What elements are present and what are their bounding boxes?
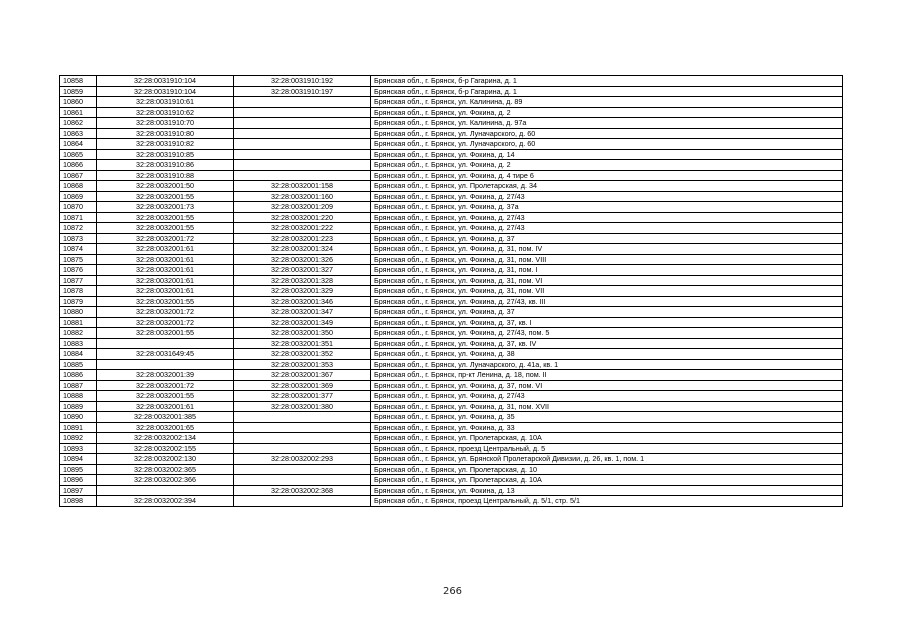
object-number-cell — [234, 443, 371, 454]
row-number-cell: 10888 — [60, 391, 97, 402]
address-cell: Брянская обл., г. Брянск, б-р Гагарина, д. 1 — [371, 86, 843, 97]
address-cell: Брянская обл., г. Брянск, пр-кт Ленина, д. 18, пом. II — [371, 370, 843, 381]
table-row — [60, 380, 843, 391]
row-number-cell: 10897 — [60, 485, 97, 496]
parcel-number-cell: 32:28:0032001:55 — [97, 328, 234, 339]
parcel-number-cell: 32:28:0032001:61 — [97, 244, 234, 255]
row-number-cell: 10861 — [60, 107, 97, 118]
object-number-cell: 32:28:0031910:192 — [234, 76, 371, 87]
parcel-number-cell: 32:28:0031910:82 — [97, 139, 234, 150]
parcel-number-cell: 32:28:0032001:61 — [97, 254, 234, 265]
row-number-cell: 10875 — [60, 254, 97, 265]
row-number-cell: 10871 — [60, 212, 97, 223]
row-number-cell: 10883 — [60, 338, 97, 349]
parcel-number-cell: 32:28:0031910:104 — [97, 76, 234, 87]
address-cell: Брянская обл., г. Брянск, ул. Пролетарская, д. 10А — [371, 475, 843, 486]
address-cell: Брянская обл., г. Брянск, ул. Фокина, д. 37а — [371, 202, 843, 213]
row-number-cell: 10873 — [60, 233, 97, 244]
address-cell: Брянская обл., г. Брянск, ул. Калинина, д. 97а — [371, 118, 843, 129]
row-number-cell: 10860 — [60, 97, 97, 108]
row-number-cell: 10878 — [60, 286, 97, 297]
table-row — [60, 107, 843, 118]
table-row — [60, 359, 843, 370]
row-number-cell: 10863 — [60, 128, 97, 139]
parcel-number-cell: 32:28:0031910:85 — [97, 149, 234, 160]
parcel-number-cell: 32:28:0032001:61 — [97, 286, 234, 297]
object-number-cell: 32:28:0032002:293 — [234, 454, 371, 465]
address-cell: Брянская обл., г. Брянск, ул. Фокина, д. 31, пом. VI — [371, 275, 843, 286]
object-number-cell — [234, 496, 371, 507]
table-row — [60, 212, 843, 223]
object-number-cell — [234, 149, 371, 160]
table-row — [60, 191, 843, 202]
parcel-number-cell — [97, 338, 234, 349]
object-number-cell: 32:28:0032001:349 — [234, 317, 371, 328]
table-row — [60, 139, 843, 150]
row-number-cell: 10884 — [60, 349, 97, 360]
object-number-cell — [234, 170, 371, 181]
table-row — [60, 475, 843, 486]
object-number-cell: 32:28:0032001:377 — [234, 391, 371, 402]
row-number-cell: 10876 — [60, 265, 97, 276]
row-number-cell: 10894 — [60, 454, 97, 465]
parcel-number-cell: 32:28:0032001:72 — [97, 307, 234, 318]
row-number-cell: 10880 — [60, 307, 97, 318]
row-number-cell: 10898 — [60, 496, 97, 507]
parcel-number-cell: 32:28:0032001:50 — [97, 181, 234, 192]
object-number-cell: 32:28:0032001:324 — [234, 244, 371, 255]
row-number-cell: 10882 — [60, 328, 97, 339]
parcel-number-cell: 32:28:0031910:86 — [97, 160, 234, 171]
address-cell: Брянская обл., г. Брянск, ул. Фокина, д. 13 — [371, 485, 843, 496]
parcel-number-cell: 32:28:0031649:45 — [97, 349, 234, 360]
row-number-cell: 10889 — [60, 401, 97, 412]
row-number-cell: 10858 — [60, 76, 97, 87]
table-row — [60, 370, 843, 381]
address-cell: Брянская обл., г. Брянск, ул. Фокина, д. 27/43 — [371, 212, 843, 223]
object-number-cell: 32:28:0032001:369 — [234, 380, 371, 391]
page-number: 266 — [442, 586, 463, 597]
parcel-number-cell: 32:28:0032002:365 — [97, 464, 234, 475]
object-number-cell: 32:28:0031910:197 — [234, 86, 371, 97]
row-number-cell: 10859 — [60, 86, 97, 97]
table-row — [60, 412, 843, 423]
address-cell: Брянская обл., г. Брянск, ул. Фокина, д. 4 тире 6 — [371, 170, 843, 181]
address-cell: Брянская обл., г. Брянск, ул. Фокина, д. 37, кв. IV — [371, 338, 843, 349]
row-number-cell: 10881 — [60, 317, 97, 328]
table-row — [60, 443, 843, 454]
object-number-cell — [234, 412, 371, 423]
address-cell: Брянская обл., г. Брянск, ул. Фокина, д. 35 — [371, 412, 843, 423]
object-number-cell: 32:28:0032001:222 — [234, 223, 371, 234]
address-cell: Брянская обл., г. Брянск, ул. Фокина, д. 27/43, кв. III — [371, 296, 843, 307]
address-cell: Брянская обл., г. Брянск, проезд Центральный, д. 5/1, стр. 5/1 — [371, 496, 843, 507]
parcel-number-cell: 32:28:0032001:61 — [97, 401, 234, 412]
table-row — [60, 97, 843, 108]
object-number-cell — [234, 107, 371, 118]
parcel-number-cell: 32:28:0031910:61 — [97, 97, 234, 108]
table-row — [60, 496, 843, 507]
parcel-number-cell: 32:28:0032001:61 — [97, 275, 234, 286]
address-cell: Брянская обл., г. Брянск, ул. Фокина, д. 37 — [371, 233, 843, 244]
object-number-cell: 32:28:0032001:351 — [234, 338, 371, 349]
parcel-number-cell: 32:28:0032001:72 — [97, 380, 234, 391]
row-number-cell: 10891 — [60, 422, 97, 433]
row-number-cell: 10865 — [60, 149, 97, 160]
table-row — [60, 286, 843, 297]
object-number-cell: 32:28:0032001:160 — [234, 191, 371, 202]
parcel-number-cell — [97, 485, 234, 496]
object-number-cell: 32:28:0032001:353 — [234, 359, 371, 370]
parcel-number-cell: 32:28:0031910:70 — [97, 118, 234, 129]
row-number-cell: 10886 — [60, 370, 97, 381]
table-row — [60, 160, 843, 171]
address-cell: Брянская обл., г. Брянск, ул. Фокина, д. 31, пом. VII — [371, 286, 843, 297]
address-cell: Брянская обл., г. Брянск, ул. Фокина, д. 2 — [371, 107, 843, 118]
table-body — [60, 76, 843, 507]
object-number-cell: 32:28:0032001:346 — [234, 296, 371, 307]
table-row — [60, 265, 843, 276]
address-cell: Брянская обл., г. Брянск, ул. Фокина, д. 27/43 — [371, 391, 843, 402]
table-row — [60, 485, 843, 496]
table-row — [60, 244, 843, 255]
object-number-cell: 32:28:0032001:367 — [234, 370, 371, 381]
table-row — [60, 307, 843, 318]
table-row — [60, 454, 843, 465]
table-row — [60, 170, 843, 181]
object-number-cell: 32:28:0032002:368 — [234, 485, 371, 496]
address-cell: Брянская обл., г. Брянск, ул. Фокина, д. 31, пом. XVII — [371, 401, 843, 412]
table-row — [60, 223, 843, 234]
address-cell: Брянская обл., г. Брянск, ул. Пролетарская, д. 34 — [371, 181, 843, 192]
address-cell: Брянская обл., г. Брянск, ул. Фокина, д. 27/43 — [371, 191, 843, 202]
table-row — [60, 149, 843, 160]
table-row — [60, 118, 843, 129]
object-number-cell: 32:28:0032001:209 — [234, 202, 371, 213]
address-cell: Брянская обл., г. Брянск, ул. Пролетарская, д. 10А — [371, 433, 843, 444]
address-cell: Брянская обл., г. Брянск, ул. Фокина, д. 31, пом. IV — [371, 244, 843, 255]
table-row — [60, 317, 843, 328]
object-number-cell: 32:28:0032001:158 — [234, 181, 371, 192]
table-row — [60, 422, 843, 433]
row-number-cell: 10869 — [60, 191, 97, 202]
row-number-cell: 10892 — [60, 433, 97, 444]
parcel-number-cell: 32:28:0032002:366 — [97, 475, 234, 486]
parcel-number-cell: 32:28:0032001:55 — [97, 223, 234, 234]
parcel-number-cell: 32:28:0032001:72 — [97, 233, 234, 244]
row-number-cell: 10868 — [60, 181, 97, 192]
table-row — [60, 76, 843, 87]
row-number-cell: 10887 — [60, 380, 97, 391]
address-cell: Брянская обл., г. Брянск, ул. Пролетарская, д. 10 — [371, 464, 843, 475]
address-cell: Брянская обл., г. Брянск, ул. Фокина, д. 38 — [371, 349, 843, 360]
object-number-cell: 32:28:0032001:350 — [234, 328, 371, 339]
parcel-number-cell: 32:28:0031910:88 — [97, 170, 234, 181]
address-cell: Брянская обл., г. Брянск, ул. Фокина, д. 31, пом. I — [371, 265, 843, 276]
row-number-cell: 10870 — [60, 202, 97, 213]
parcel-number-cell: 32:28:0032001:55 — [97, 191, 234, 202]
object-number-cell: 32:28:0032001:326 — [234, 254, 371, 265]
row-number-cell: 10879 — [60, 296, 97, 307]
address-cell: Брянская обл., г. Брянск, ул. Фокина, д. 37 — [371, 307, 843, 318]
parcel-number-cell: 32:28:0032002:394 — [97, 496, 234, 507]
object-number-cell — [234, 128, 371, 139]
table-row — [60, 233, 843, 244]
object-number-cell — [234, 139, 371, 150]
object-number-cell — [234, 118, 371, 129]
object-number-cell: 32:28:0032001:220 — [234, 212, 371, 223]
row-number-cell: 10867 — [60, 170, 97, 181]
parcel-number-cell: 32:28:0032001:73 — [97, 202, 234, 213]
address-cell: Брянская обл., г. Брянск, б-р Гагарина, д. 1 — [371, 76, 843, 87]
table-row — [60, 254, 843, 265]
parcel-number-cell: 32:28:0032002:134 — [97, 433, 234, 444]
address-cell: Брянская обл., г. Брянск, ул. Фокина, д. 27/43 — [371, 223, 843, 234]
address-cell: Брянская обл., г. Брянск, ул. Фокина, д. 37, пом. VI — [371, 380, 843, 391]
row-number-cell: 10890 — [60, 412, 97, 423]
object-number-cell: 32:28:0032001:329 — [234, 286, 371, 297]
row-number-cell: 10885 — [60, 359, 97, 370]
object-number-cell — [234, 464, 371, 475]
address-cell: Брянская обл., г. Брянск, ул. Фокина, д. 2 — [371, 160, 843, 171]
row-number-cell: 10864 — [60, 139, 97, 150]
parcel-number-cell: 32:28:0032001:72 — [97, 317, 234, 328]
address-cell: Брянская обл., г. Брянск, ул. Брянской Пролетарской Дивизии, д. 26, кв. 1, пом. 1 — [371, 454, 843, 465]
object-number-cell: 32:28:0032001:352 — [234, 349, 371, 360]
object-number-cell: 32:28:0032001:347 — [234, 307, 371, 318]
object-number-cell: 32:28:0032001:327 — [234, 265, 371, 276]
parcel-number-cell: 32:28:0032001:55 — [97, 296, 234, 307]
row-number-cell: 10895 — [60, 464, 97, 475]
parcel-number-cell: 32:28:0032002:155 — [97, 443, 234, 454]
parcel-number-cell: 32:28:0031910:80 — [97, 128, 234, 139]
table-row — [60, 296, 843, 307]
address-cell: Брянская обл., г. Брянск, ул. Фокина, д. 14 — [371, 149, 843, 160]
table-row — [60, 86, 843, 97]
table-row — [60, 202, 843, 213]
table-row — [60, 328, 843, 339]
parcel-number-cell: 32:28:0032001:39 — [97, 370, 234, 381]
table-row — [60, 338, 843, 349]
address-cell: Брянская обл., г. Брянск, ул. Фокина, д. 31, пом. VIII — [371, 254, 843, 265]
cadastral-table — [59, 75, 843, 507]
address-cell: Брянская обл., г. Брянск, ул. Фокина, д. 37, кв. I — [371, 317, 843, 328]
object-number-cell — [234, 475, 371, 486]
parcel-number-cell: 32:28:0032001:65 — [97, 422, 234, 433]
row-number-cell: 10877 — [60, 275, 97, 286]
parcel-number-cell: 32:28:0031910:62 — [97, 107, 234, 118]
parcel-number-cell: 32:28:0032001:55 — [97, 391, 234, 402]
row-number-cell: 10896 — [60, 475, 97, 486]
table-row — [60, 433, 843, 444]
object-number-cell — [234, 97, 371, 108]
address-cell: Брянская обл., г. Брянск, ул. Фокина, д. 27/43, пом. 5 — [371, 328, 843, 339]
address-cell: Брянская обл., г. Брянск, ул. Фокина, д. 33 — [371, 422, 843, 433]
address-cell: Брянская обл., г. Брянск, ул. Луначарского, д. 41а, кв. 1 — [371, 359, 843, 370]
row-number-cell: 10874 — [60, 244, 97, 255]
address-cell: Брянская обл., г. Брянск, ул. Луначарского, д. 60 — [371, 139, 843, 150]
object-number-cell: 32:28:0032001:223 — [234, 233, 371, 244]
address-cell: Брянская обл., г. Брянск, ул. Луначарского, д. 60 — [371, 128, 843, 139]
parcel-number-cell: 32:28:0031910:104 — [97, 86, 234, 97]
object-number-cell — [234, 422, 371, 433]
parcel-number-cell: 32:28:0032001:55 — [97, 212, 234, 223]
table-row — [60, 275, 843, 286]
parcel-number-cell: 32:28:0032002:130 — [97, 454, 234, 465]
address-cell: Брянская обл., г. Брянск, проезд Центральный, д. 5 — [371, 443, 843, 454]
row-number-cell: 10872 — [60, 223, 97, 234]
object-number-cell — [234, 433, 371, 444]
address-cell: Брянская обл., г. Брянск, ул. Калинина, д. 89 — [371, 97, 843, 108]
table-row — [60, 464, 843, 475]
parcel-number-cell: 32:28:0032001:61 — [97, 265, 234, 276]
table-row — [60, 401, 843, 412]
table-row — [60, 391, 843, 402]
row-number-cell: 10866 — [60, 160, 97, 171]
object-number-cell: 32:28:0032001:328 — [234, 275, 371, 286]
row-number-cell: 10893 — [60, 443, 97, 454]
parcel-number-cell — [97, 359, 234, 370]
parcel-number-cell: 32:28:0032001:385 — [97, 412, 234, 423]
table-row — [60, 128, 843, 139]
table-row — [60, 349, 843, 360]
row-number-cell: 10862 — [60, 118, 97, 129]
object-number-cell — [234, 160, 371, 171]
table-row — [60, 181, 843, 192]
object-number-cell: 32:28:0032001:380 — [234, 401, 371, 412]
